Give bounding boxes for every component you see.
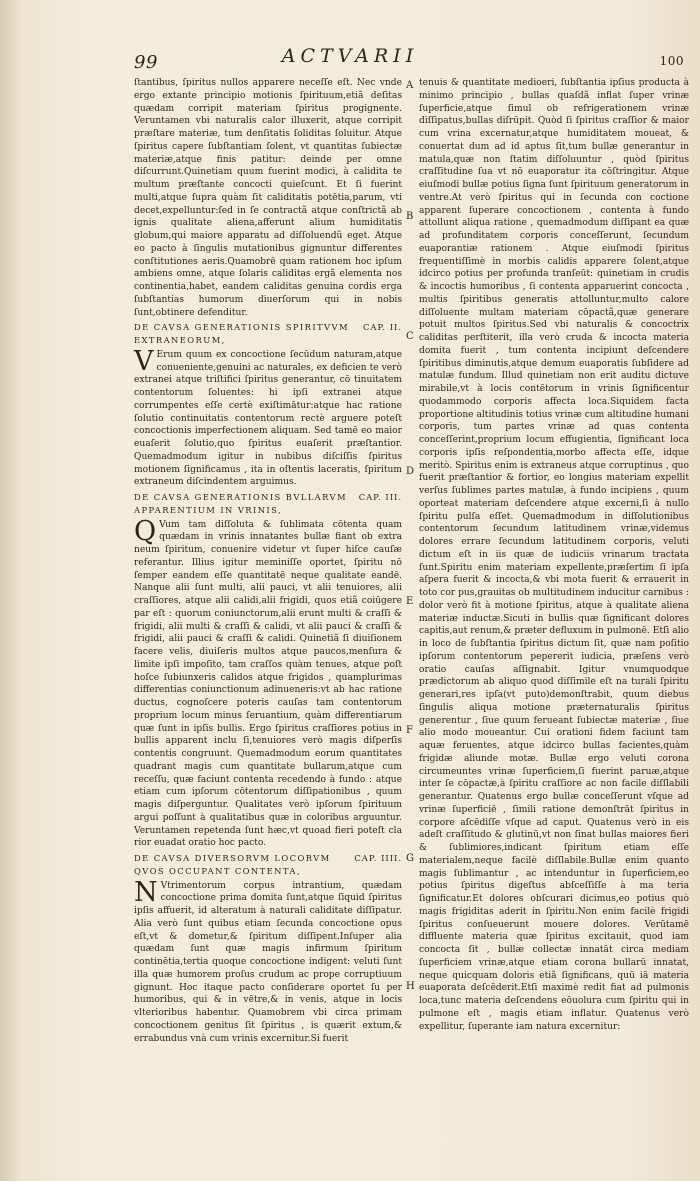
chapter-heading-2 — [134, 321, 402, 347]
folio-left: 99 — [134, 52, 158, 73]
margin-letter-f: F — [406, 725, 413, 736]
chapter-2-text: VErum quum ex concoctione ſecūdum naturam,atque conueniente,genuini ac naturales, ex deficien te verò extranei atque triſtifici ſpiritus generantur, cō tinuitatem contentorum ſoluentes: hi ipſi extranei atque corrumpentes eſſe certè exiſtimātur:atque hac ratione ſolutio continuitatis contentorum rectè arguere poteſt concoctionis imperfectionem aliquam. Sed tamē eo maior euaſerit ſolutio,quo ſpiritus euaſerit præſtantior. Quemadmodum igitur in nubibus diſciſſis ſpiritus motionem ſignificamus , ita in oſtentis laceratis, ſpiritum extraneum diſcindentem arguimus. — [134, 345, 402, 488]
running-title: ACTVARII — [281, 45, 419, 67]
chapter-4-text: NVtrimentorum corpus intrantium, quædam concoctione prima domita ſunt,atque ſiquid ſpiritus ipſis affuerit, id alteratum à naturali caliditate diſſipatur. Alia verò ſunt quibus etiam ſecunda concoctione opus eſt,vt & dometur,& ſpiritum diſſipent.Inſuper alia quædam ſunt quæ magis infirmum ſpiritum continētia,tertia quoque concoctione indigent: veluti ſunt illa quæ humorem proſus crudum ac prope corruptiuum gignunt. Hoc itaque pacto conſiderare oportet ſu per humoribus, qui & in vētre,& in venis, atque in locis vlterioribus habentur. Quamobrem vbi circa primam concoctionem genitus ſit ſpiritus , is quærit extum,& errabundus vnà cum vrinis excernitur.Si fuerit — [134, 876, 402, 1044]
folio-right: 100 — [659, 54, 684, 68]
chapter-title-4: DE CAVSA DIVERSORVM LOCORVM QVOS OCCUPANT CONTENTA, — [134, 853, 331, 876]
margin-letter-d: D — [406, 466, 415, 477]
chapter-title-3: DE CAVSA GENERATIONIS BVLLARVM APPARENTIUM IN VRINIS, — [134, 492, 347, 515]
margin-letter-b: B — [406, 211, 414, 222]
chapter-3-text: QVum tam diſſoluta & ſublimata cōtenta quam quædam in vrinis innatantes bullæ fiant ob extra neum ſpiritum, conuenire videtur vt ſuper hiſce cauſæ referantur. Illius igitur meminiſſe oportet, ſpiritu nō ſemper eandem eſſe quantitatē neque qualitate eandē. Nanque alii ſunt multi, alii pauci, vt alii tenuiores, alii craſſiores, atque alii calidi,alii frigidi, quos etiã coiūgere par eſt : quorum coniunctorum,alii erunt multi & craſſi & frigidi, alii multi & craſſi & calidi, vt alii pauci & craſſi & frigidi, alii pauci & craſſi & calidi. Quinetiã ſi diuiſionem facere velis, diuiſeris multos atque paucos,menſura & limite ipſi impoſito, tam craſſos quàm tenues, atque poſt hoſce ſubiunxeris calidos atque frigidos , quamplurimas differentias coniunctionum adinueneris:vt ab hac ratione ductus, cognoſcere poteris cauſas tam contentorum proprium locum minus ſeruantium, quàm differentiarum quæ ſunt in ipſis bullis. Ergo ſpiritus craſſiores potius in bullis apparent inclu ſi,tenuiores verò magis diſperſis contentis congruunt. Quemadmodum eorum quantitates quadrant magis cum quantitate bullarum,atque cum receſſu, quæ faciunt contenta recedendo à fundo : atque etiam cum ipſorum cōtentorum diſſipationibus , quum magis diſperguntur. Qualitates verò ipſorum ſpirituum argui poſſunt à qualitatibus quæ in coloribus arguuntur. Veruntamen repetenda ſunt hæc,vt quoad fieri poteſt cla rior euadat oratio hoc pacto. — [134, 515, 402, 849]
margin-letter-h: H — [406, 981, 415, 992]
chapter-heading-3 — [134, 491, 402, 517]
right-column-text: tenuis & quantitate medioeri, ſubſtantia ipſius producta à minimo principio , bullas quaſdã inflat ſuper vrinæ ſuperficie,atque ſimul ob refrigerationem vrinæ diſſipatus,bullas diſrūpit. Quòd ſi ſpiritus craſſior & maior cum vrina excernatur,atque humiditatem moueat, & conuertat dum ad id aptus ſit,tum bullæ generantur in matula,quæ non ſtatim diſſoluuntur , quòd ſpiritus craſſitudine ſua vt nō euaporatur ita cōſtringitur. Atque eiuſmodi bullæ potius ſigna ſunt ſpirituum generatorum in ventre.At verò ſpiritus qui in ſecunda con coctione apparent ſuperare concoctionem , contenta à fundo attollunt aliqua ratione , quemadmodum diſſipant ea quæ ad profunditatem corporis conceſſerunt, ſecundum euaporantiæ rationem . Atque eiuſmodi ſpiritus frequentiſſimè in morbis calidis apparere ſolent,atque idcirco potius per profunda tranſeūt: quinetiam in crudis & incoctis humoribus , ſi contenta apparuerint concocta , multis ſpiritibus generatis attolluntur,multo calore diſſoluente multam materiam cōpactã,quæ generare potuit multos ſpiritus.Sed vbi naturalis & concoctrix caliditas perſtiterit, illa verò cruda & incocta materia domita fuerit , tum contenta incipiunt deſcendere ſpiritibus diminutis,atque demum euaporatis ſubſidere ad matulæ fundum. Illud quinetiam non erit auditu dictuve mirabile,vt à locis contētorum in vrinis ſignificentur quodammodo corporis affecta loca.Siquidem facta proportione altitudinis totius vrinæ cum altitudine humani corporis, tum partes vrinæ ad quas contenta conceſſerint,proprium locum effugientia, ſignificant loca corporis ipſis reſpondentia,morbo affecta eſſe, idque meritò. Spiritus enim is extraneus atque corruptinus , quo fuerit præſtantior & fortior, eo longius materiam expellit verſus ſublimes partes matulæ, à fundo incipiens , quum oporteat materiam deſcendere atque excerni,ſi à nullo ſpiritu pulſa eſſet. Quemadmodum in diſſolutionibus contentorum ſecundum latitudinem vrinæ,videmus dolores errare ſecundum latitudinem corporis, veluti dictum eſt in iis quæ de iudiciis vrinarum tractata ſunt.Spiritu enim materiam expellente,præſertim ſi ipſa aſpera fuerit & incocta,& vbi mota fuerit & errauerit in toto cor pus,grauitas ob multitudinem inducitur carnibus : dolor verò fit à motione ſpiritus, atque à qualitate aliena materiæ inductæ.Sicuti in bullis quæ ſignificant dolores capitis,aut renum,& præter defluxum in pulmonē. Etſi alio in loco de ſubſtantia ſpiritus dictum ſit, quæ nam poſitio ipſorum contentorum pepererit iudicia, præſens verò oratio cauſas aſſignabit. Igitur vnumquodque prædictorum ab aliquo quod diſſimile eſt na turali ſpiritu generari,res ipſa(vt puto)demonſtrabit, quum diebus ſingulis aliqua motione præternaturalis ſpiritus generentur , ſiue quum ferueant ſubiectæ materiæ , ſiue alio modo moueantur. Cui orationi fidem faciunt tam aquæ feruentes, atque idcirco bullas facientes,quàm frigidæ aliunde motæ. Bullæ ergo veluti corona circumeuntes vrinæ ſuperficiem,ſi fuerint paruæ,atque inter ſe cōpactæ,à ſpiritu craſſiore ac non facile diſſlabili generantur. Quatenus ergo bullæ conceſſerunt vſque ad vrinæ ſuperficiē , ſimili ratione demonſtrāt ſpiritus in corpore aſcēdiſſe vſque ad caput. Quatenus verò in eis adeſt craſſitudo & glutinū,vt non ſinat bullas maiores fieri & ſublimiores,indicant ſpiritum etiam eſſe materialem,neque facilè diſſlabile.Bullæ enim quanto magis ſublimantur , ac intenduntur in ſuperficiem,eo potius ſpiritus digeſtus abſceſſiſſe à ma teria ſignificatur.Et dolores obſcurari dicimus,eo potius quò magis frigiditas aderit in ſpiritu.Non enim facilè frigidi ſpiritus conſueuerunt mouere dolores. Verūtamē diffluente materia quæ ſpiritus excitauit, quod iam concocta ſit , bullæ collectæ innatāt circa mediam ſuperficiem vrinæ,atque etiam corona bullarū innatat, neque quicquam doloris etiã ſignificans, quū iā materia euaporata deſcēderit.Etſi maximè redit fiat ad pulmonis loca,tunc materia deſcendens eōuolura cum ſpiritu qui in pulmone eſt , magis etiam inflatur. Quatenus verò expellitur, ſuperante iam natura excernitur: — [419, 78, 689, 1032]
margin-letter-g: G — [406, 853, 414, 864]
paragraph-intro: ſtantibus, ſpiritus nullos apparere neceſſe eſt. Nec vnde ergo extante principio motionis ſpirituum,etiã deſitas quædam corripit materiam ſpiritus progignente. Veruntamen vbi naturalis calor illuxerit, atque corripit præſtare materiæ, tum denſitatis ſoliditas ſoluitur. Atque ſpiritus capere ſubſtantiam ſolent, vt quantitas ſubiectæ materiæ,atque finis patitur: deinde per omne diſcurrunt.Quinetiam quum fuerint modici, à calidita te multum præſtante concocti quieſcunt. Et ſi fuerint multi,atque ſupra quàm ſit caliditatis potētia,parum, vti decet,expelluntur:ſed in ſe contractã atque conſtrictã ab ignis qualitate aliena,afferunt alium humiditatis globum,qui maiore apparatu ad diſſoluendũ eget. Atque eo pacto à ſingulis mutationibus gignuntur differentes conſtitutiones aeris.Quamobrē quam rationem hoc ipſum ambiens omne, atque ſolaris caliditas ergã elementa nos continentia,habet, eandem caliditas genuina cordis erga ſubſtantias humorum diuerſorum qui in nobis ſunt,obtinere defenditur. — [134, 78, 402, 318]
margin-letter-e: E — [406, 596, 414, 607]
chapter-number-2: CAP. II. — [363, 322, 402, 333]
left-column — [134, 77, 402, 1045]
margin-letter-a: A — [406, 80, 414, 91]
chapter-number-3: CAP. III. — [358, 492, 402, 502]
gutter-shadow — [0, 0, 22, 1181]
chapter-number-4: CAP. IIII. — [354, 853, 402, 863]
chapter-title-2: DE CAVSA GENERATIONIS SPIRITVVM EXTRANEORUM, — [134, 322, 349, 345]
margin-letter-c: C — [406, 331, 414, 342]
right-column — [419, 77, 689, 1033]
chapter-heading-4 — [134, 852, 402, 878]
